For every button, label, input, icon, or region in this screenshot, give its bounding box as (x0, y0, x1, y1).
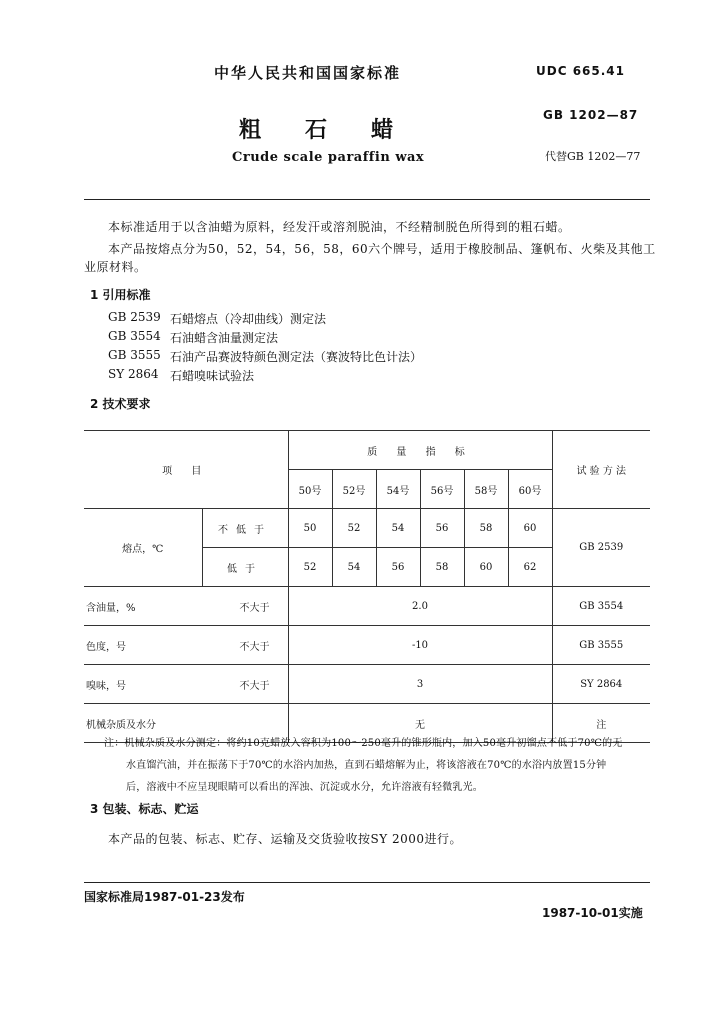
grade-header: 54号 (376, 470, 420, 509)
item-header: 项 目 (84, 431, 288, 509)
reference-list (108, 310, 422, 386)
grade-header: 56号 (420, 470, 464, 509)
melting-point-method: GB 2539 (552, 509, 650, 587)
row-value: 3 (288, 665, 552, 704)
melting-point-min-row (84, 509, 650, 548)
reference-code: GB 3554 (108, 329, 161, 343)
row-requirement: 不大于 (239, 602, 270, 614)
row-method: GB 3554 (552, 587, 650, 626)
row-method: 注 (552, 704, 650, 743)
row-label: 机械杂质及水分 (84, 704, 288, 743)
row-value: 无 (288, 704, 552, 743)
row-method: GB 3555 (552, 626, 650, 665)
min-requirement-label: 不低于 (202, 509, 288, 548)
reference-item (108, 329, 422, 348)
table-cell: 52 (288, 548, 332, 587)
table-cell: 54 (376, 509, 420, 548)
row-requirement: 不大于 (239, 680, 270, 692)
grade-header: 52号 (332, 470, 376, 509)
replaces-standard: 代替GB 1202—77 (545, 150, 641, 163)
section-1-heading: 1 引用标准 (90, 288, 151, 302)
effective-date: 1987-10-01实施 (542, 906, 643, 920)
table-header-row (84, 431, 650, 470)
row-method: SY 2864 (552, 665, 650, 704)
gb-number: GB 1202—87 (543, 108, 639, 122)
table-row (84, 626, 650, 665)
row-label: 嗅味，号 (86, 680, 126, 692)
intro-paragraph-2-line-2: 业原材料。 (84, 260, 147, 274)
table-cell: 56 (420, 509, 464, 548)
reference-item (108, 310, 422, 329)
table-cell: 52 (332, 509, 376, 548)
reference-item (108, 348, 422, 367)
section-3-heading: 3 包装、标志、贮运 (90, 802, 199, 816)
intro-paragraph-2-line-1: 本产品按熔点分为50，52，54，56，58，60六个牌号，适用于橡胶制品、篷帆布、火柴及其他工 (108, 242, 656, 256)
reference-title: 石蜡嗅味试验法 (170, 369, 255, 383)
udc-code: UDC 665.41 (536, 64, 625, 78)
reference-title: 石油蜡含油量测定法 (170, 331, 279, 345)
row-label: 含油量，% (86, 602, 136, 614)
document-title-cn: 粗石蜡 (239, 118, 438, 143)
table-cell: 56 (376, 548, 420, 587)
table-cell: 50 (288, 509, 332, 548)
grade-header: 60号 (508, 470, 552, 509)
max-requirement-label: 低于 (202, 548, 288, 587)
table-note-line-2: 水直馏汽油，并在振荡下于70℃的水浴内加热，直到石蜡熔解为止，将该溶液在70℃的水浴内放置15分钟 (126, 760, 607, 771)
section-2-heading: 2 技术要求 (90, 397, 151, 411)
table-note-line-1: 注：机械杂质及水分测定：将约10克蜡放入容积为100～250毫升的锥形瓶内，加入50毫升初馏点不低于70℃的无 (104, 738, 623, 749)
table-cell: 54 (332, 548, 376, 587)
row-label-cell (84, 587, 288, 626)
row-value: -10 (288, 626, 552, 665)
standard-name: 中华人民共和国国家标准 (214, 64, 402, 82)
table-cell: 60 (508, 509, 552, 548)
table-cell: 58 (420, 548, 464, 587)
melting-point-label: 熔点，℃ (84, 509, 202, 587)
footer-divider (84, 882, 650, 883)
grade-header: 58号 (464, 470, 508, 509)
issue-date: 国家标准局1987-01-23发布 (84, 890, 245, 904)
row-value: 2.0 (288, 587, 552, 626)
document-title-en: Crude scale paraffin wax (232, 150, 425, 165)
row-label-cell (84, 626, 288, 665)
reference-title: 石油产品赛波特颜色测定法（赛波特比色计法） (170, 350, 423, 364)
row-requirement: 不大于 (239, 641, 270, 653)
table-row (84, 665, 650, 704)
reference-code: SY 2864 (108, 367, 159, 381)
grade-header: 50号 (288, 470, 332, 509)
table-note-line-3: 后，溶液中不应呈现眼睛可以看出的浑浊、沉淀或水分，允许溶液有轻微乳光。 (126, 782, 483, 793)
section-3-text: 本产品的包装、标志、贮存、运输及交货验收按SY 2000进行。 (108, 832, 462, 846)
table-row (84, 587, 650, 626)
method-header: 试 验 方 法 (552, 431, 650, 509)
table-cell: 60 (464, 548, 508, 587)
header-divider (84, 199, 650, 200)
quality-header: 质 量 指 标 (288, 431, 552, 470)
table-cell: 58 (464, 509, 508, 548)
reference-code: GB 2539 (108, 310, 161, 324)
row-label: 色度，号 (86, 641, 126, 653)
reference-code: GB 3555 (108, 348, 161, 362)
technical-requirements-table (84, 430, 650, 743)
reference-item (108, 367, 422, 386)
reference-title: 石蜡熔点（冷却曲线）测定法 (170, 312, 327, 326)
table-cell: 62 (508, 548, 552, 587)
row-label-cell (84, 665, 288, 704)
intro-paragraph-1: 本标准适用于以含油蜡为原料，经发汗或溶剂脱油，不经精制脱色所得到的粗石蜡。 (108, 220, 571, 234)
